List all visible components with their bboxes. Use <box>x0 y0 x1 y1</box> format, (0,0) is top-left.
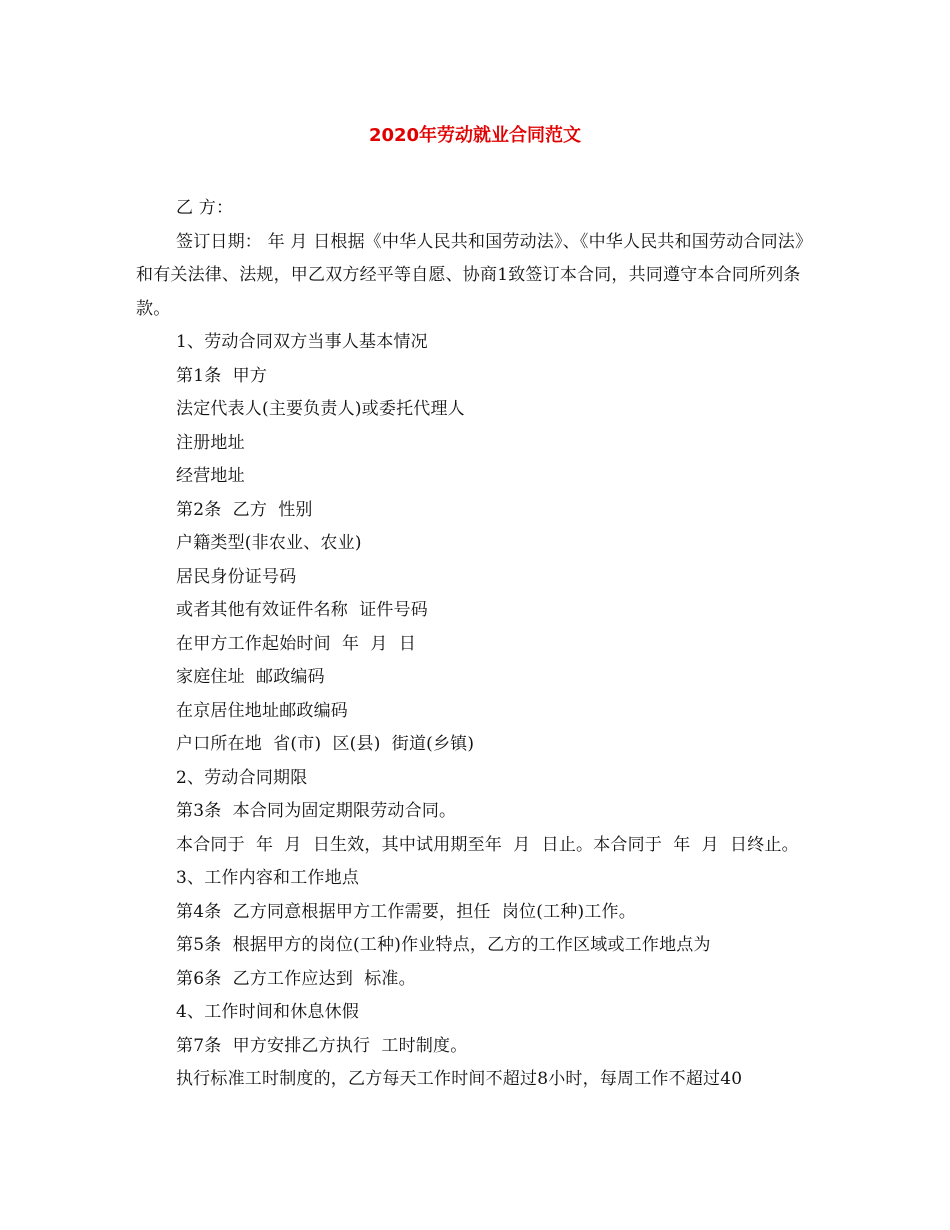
paragraph: 注册地址 <box>176 432 245 453</box>
paragraph: 本合同于 年 月 日生效，其中试用期至年 月 日止。本合同于 年 月 日终止。 <box>176 834 799 855</box>
document-title: 2020年劳动就业合同范文 <box>368 125 582 146</box>
paragraph: 居民身份证号码 <box>176 566 297 587</box>
paragraph: 第1条 甲方 <box>176 365 268 386</box>
paragraph: 第2条 乙方 性别 <box>176 499 313 520</box>
paragraph: 第6条 乙方工作应达到 标准。 <box>176 968 416 989</box>
section-heading: 1、劳动合同双方当事人基本情况 <box>176 332 428 352</box>
section-heading: 3、工作内容和工作地点 <box>176 868 360 888</box>
paragraph: 签订日期： 年 月 日根据《中华人民共和国劳动法》、《中华人民共和国劳动合同法》和有关法律、法规，甲乙双方经平等自愿、协商1致签订本合同，共同遵守本合同所列条款。 <box>136 231 813 319</box>
paragraph: 第7条 甲方安排乙方执行 工时制度。 <box>176 1035 468 1056</box>
paragraph: 家庭住址 邮政编码 <box>176 667 325 687</box>
paragraph: 执行标准工时制度的，乙方每天工作时间不超过8小时，每周工作不超过40 <box>176 1069 743 1089</box>
paragraph: 第5条 根据甲方的岗位(工种)作业特点，乙方的工作区域或工作地点为 <box>176 935 711 955</box>
paragraph: 在京居住地址邮政编码 <box>176 700 348 721</box>
paragraph: 乙 方： <box>176 198 234 218</box>
section-heading: 2、劳动合同期限 <box>176 767 308 788</box>
paragraph: 第4条 乙方同意根据甲方工作需要，担任 岗位(工种)工作。 <box>176 901 636 922</box>
paragraph: 第3条 本合同为固定期限劳动合同。 <box>176 801 457 821</box>
paragraph: 在甲方工作起始时间 年 月 日 <box>176 633 417 654</box>
paragraph: 户口所在地 省(市) 区(县) 街道(乡镇) <box>176 734 475 754</box>
paragraph: 法定代表人(主要负责人)或委托代理人 <box>176 399 465 419</box>
paragraph: 户籍类型(非农业、农业) <box>176 533 362 553</box>
section-heading: 4、工作时间和休息休假 <box>176 1002 360 1022</box>
document-body <box>136 192 826 1097</box>
paragraph: 或者其他有效证件名称 证件号码 <box>176 600 429 620</box>
paragraph: 经营地址 <box>176 466 245 486</box>
